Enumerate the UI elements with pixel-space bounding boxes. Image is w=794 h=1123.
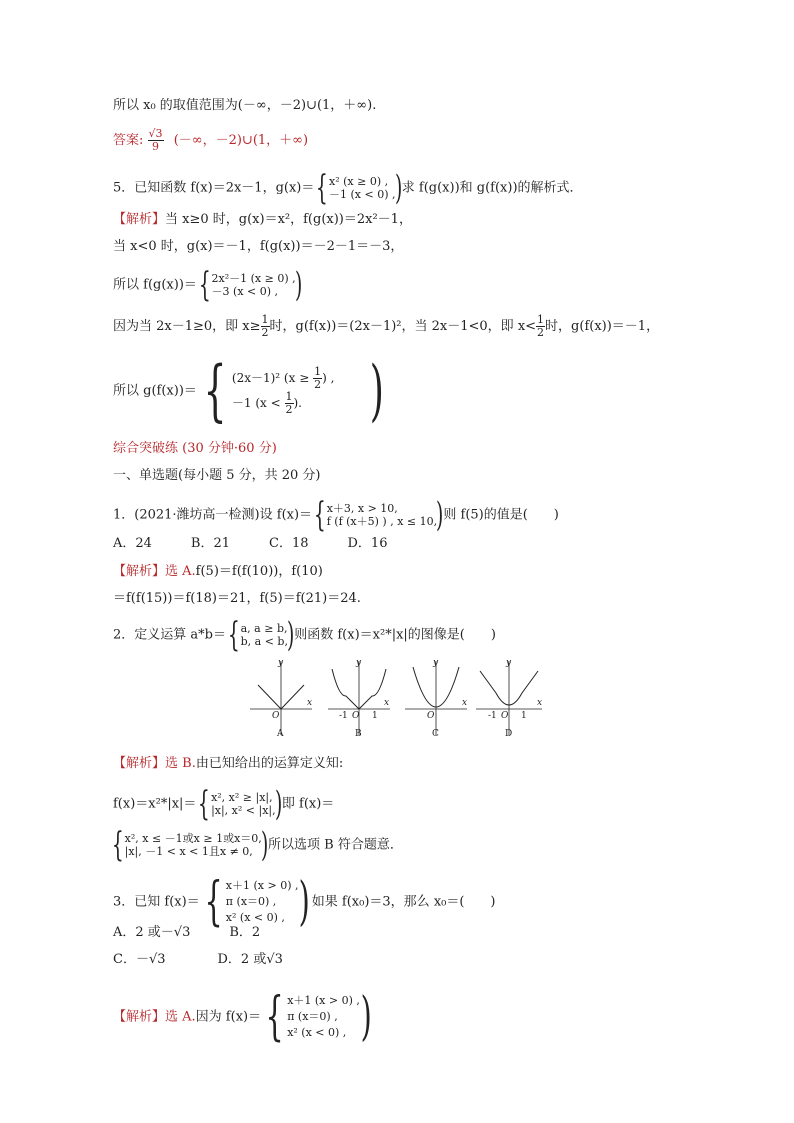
- question-text: 5．已知函数 f(x)＝2x－1，g(x)＝: [113, 180, 315, 196]
- solution-line: 当 x<0 时，g(x)＝－1，f(g(x))＝－2－1＝－3，: [113, 239, 404, 254]
- piecewise: { x＋3, x > 10, f (f (x＋5) ) , x ≤ 10, ): [313, 495, 444, 535]
- answer-choice: 选 B.: [165, 756, 196, 771]
- case: π (x＝0) ,: [287, 1010, 338, 1023]
- question-text: 1．(2021·潍坊高一检测)设 f(x)＝: [113, 507, 313, 523]
- case: －1: [231, 396, 252, 410]
- solution-conclusion: 所以 x₀ 的取值范围为(－∞，－2)∪(1，＋∞).: [113, 98, 377, 113]
- solution-text: 因为当 2x－1≥0，即 x≥: [113, 319, 261, 334]
- solution-text: 所以选项 B 符合题意．: [268, 837, 403, 853]
- solution-line: ＝f(f(15))＝f(18)＝21，f(5)＝f(21)＝24.: [113, 591, 361, 606]
- graph-a: [250, 658, 312, 739]
- tick-label: 1: [372, 711, 378, 721]
- case: x², x² ≥ |x|,: [211, 791, 273, 804]
- case: |x|, x² < |x|,: [211, 804, 276, 817]
- case: 2x²－1 (x ≥ 0) ,: [211, 272, 296, 285]
- axis-label-y: y: [506, 658, 512, 668]
- answer-range: (－∞，－2)∪(1，＋∞): [173, 133, 309, 148]
- solution-text: 由已知给出的运算定义知:: [195, 756, 344, 771]
- case: x＋1 (x > 0) ,: [225, 879, 299, 892]
- solution-line: [113, 352, 387, 429]
- case: b, a < b,: [240, 635, 288, 648]
- analysis-tag: 【解析】: [113, 1009, 166, 1025]
- origin-label: O: [501, 711, 509, 721]
- case: (2x－1)²: [231, 371, 281, 385]
- solution-text: f(5)＝f(f(10))，f(10): [195, 564, 323, 579]
- analysis-tag: 【解析】: [113, 756, 166, 771]
- question-1: [113, 495, 559, 535]
- graph-label: C: [432, 729, 439, 739]
- solution-text: 时，g(f(x))＝(2x－1)²，当 2x－1<0，即 x<: [269, 319, 537, 334]
- case: －1 (x < 0) ,: [329, 188, 396, 201]
- solution-text: 当 x≥0 时，g(x)＝x²，f(g(x))＝2x²－1，: [165, 212, 412, 227]
- case: x², x ≤ －1或x ≥ 1或x＝0,: [124, 832, 262, 845]
- question-text: 如果 f(x₀)＝3，那么 x₀＝( ): [311, 894, 496, 910]
- origin-label: O: [272, 711, 280, 721]
- solution-line: [113, 563, 323, 581]
- graph-label: B: [355, 729, 362, 739]
- piecewise: { x², x ≤ －1或x ≥ 1或x＝0, |x|, －1 < x < 1且x ≠ 0, ): [111, 825, 269, 865]
- solution-line: [113, 211, 412, 229]
- graph-label: D: [505, 729, 513, 739]
- case: x² (x ≥ 0) ,: [329, 175, 389, 188]
- axis-label-x: x: [462, 698, 468, 708]
- tick-label: -1: [488, 711, 497, 721]
- axis-label-x: x: [384, 698, 390, 708]
- solution-line: [113, 314, 659, 339]
- axis-label-x: x: [307, 698, 313, 708]
- question-3-options: C．－√3 D．2 或√3: [113, 952, 283, 967]
- case: x² (x < 0) ,: [225, 911, 285, 924]
- piecewise: { a, a ≥ b, b, a < b, ): [227, 615, 295, 655]
- solution-text: 所以 f(g(x))＝: [113, 277, 197, 293]
- fraction-half: $\frac{1}{2}$: [261, 313, 269, 339]
- axis-label-y: y: [356, 658, 362, 668]
- answer-choice: 选 A.: [165, 1009, 196, 1025]
- question-text: 则 f(5)的值是( ): [443, 507, 559, 523]
- piecewise: { x², x² ≥ |x|, |x|, x² < |x|, ): [198, 784, 282, 824]
- solution-text: 所以 g(f(x))＝: [113, 383, 197, 399]
- case: －3 (x < 0) ,: [211, 285, 279, 298]
- solution-line: [113, 755, 343, 773]
- solution-line: [113, 987, 373, 1047]
- graph-label: A: [277, 729, 284, 739]
- fraction-denominator: 9: [152, 140, 160, 153]
- piecewise: { x＋1 (x > 0) , π (x＝0) , x² (x < 0) , ): [265, 987, 372, 1047]
- solution-text: 时，g(f(x))＝－1，: [545, 319, 660, 334]
- question-text: 则函数 f(x)＝x²*|x|的图像是( ): [294, 627, 496, 643]
- origin-label: O: [427, 711, 435, 721]
- case: x＋1 (x > 0) ,: [287, 994, 360, 1007]
- tick-label: 1: [521, 711, 527, 721]
- part-title: 一、单选题(每小题 5 分，共 20 分): [113, 468, 321, 483]
- case: x＋3, x > 10,: [326, 502, 398, 515]
- axis-label-y: y: [278, 658, 284, 668]
- case: π (x＝0) ,: [225, 895, 277, 908]
- section-title: 综合突破练: [113, 441, 179, 456]
- section-header: [113, 440, 277, 458]
- solution-line: [113, 265, 302, 305]
- answer-line: [113, 128, 308, 153]
- case: f (f (x＋5) ) , x ≤ 10,: [326, 515, 438, 528]
- question-1-options: A．24 B．21 C．18 D．16: [113, 536, 388, 551]
- answer-label: 答案:: [113, 133, 144, 148]
- fraction-half: $\frac{1}{2}$: [537, 313, 545, 339]
- solution-text: 即 f(x)＝: [281, 796, 335, 812]
- question-5: [113, 168, 583, 208]
- graph-b: [328, 658, 390, 739]
- piecewise: { (2x－1)² (x ≥ $\frac{1}{2}$ ) , －1 (x < $\frac{1}{2}$ ). ): [203, 352, 385, 429]
- question-text: 3．已知 f(x)＝: [113, 894, 200, 910]
- solution-text: 因为 f(x)＝: [195, 1009, 262, 1025]
- piecewise: { x² (x ≥ 0) , －1 (x < 0) , ): [316, 168, 402, 208]
- question-3-options: A．2 或－√3 B．2: [113, 925, 261, 940]
- analysis-tag: 【解析】: [113, 564, 166, 579]
- analysis-tag: 【解析】: [113, 212, 166, 227]
- answer-fraction: [148, 128, 164, 153]
- graph-c: [405, 658, 467, 739]
- graph-d: [476, 658, 542, 739]
- piecewise: { 2x²－1 (x ≥ 0) , －3 (x < 0) , ): [198, 265, 302, 305]
- question-3: [113, 872, 496, 932]
- solution-text: f(x)＝x²*|x|＝: [113, 796, 197, 812]
- section-meta: (30 分钟·60 分): [182, 441, 277, 456]
- axis-label-y: y: [433, 658, 439, 668]
- tick-label: -1: [339, 711, 348, 721]
- case: |x|, －1 < x < 1且x ≠ 0,: [124, 845, 253, 858]
- question-text: 2．定义运算 a*b＝: [113, 627, 226, 643]
- answer-choice: 选 A.: [165, 564, 196, 579]
- graph-options: [250, 657, 550, 742]
- case: x² (x < 0) ,: [287, 1026, 347, 1039]
- fraction-numerator: √3: [148, 127, 163, 140]
- question-2: [113, 615, 496, 655]
- piecewise: { x＋1 (x > 0) , π (x＝0) , x² (x < 0) , ): [204, 872, 311, 932]
- case: a, a ≥ b,: [240, 622, 288, 635]
- solution-line: [110, 825, 403, 865]
- origin-label: O: [352, 711, 360, 721]
- axis-label-x: x: [537, 698, 543, 708]
- question-text: 求 f(g(x))和 g(f(x))的解析式．: [401, 180, 583, 196]
- solution-line: [113, 784, 335, 824]
